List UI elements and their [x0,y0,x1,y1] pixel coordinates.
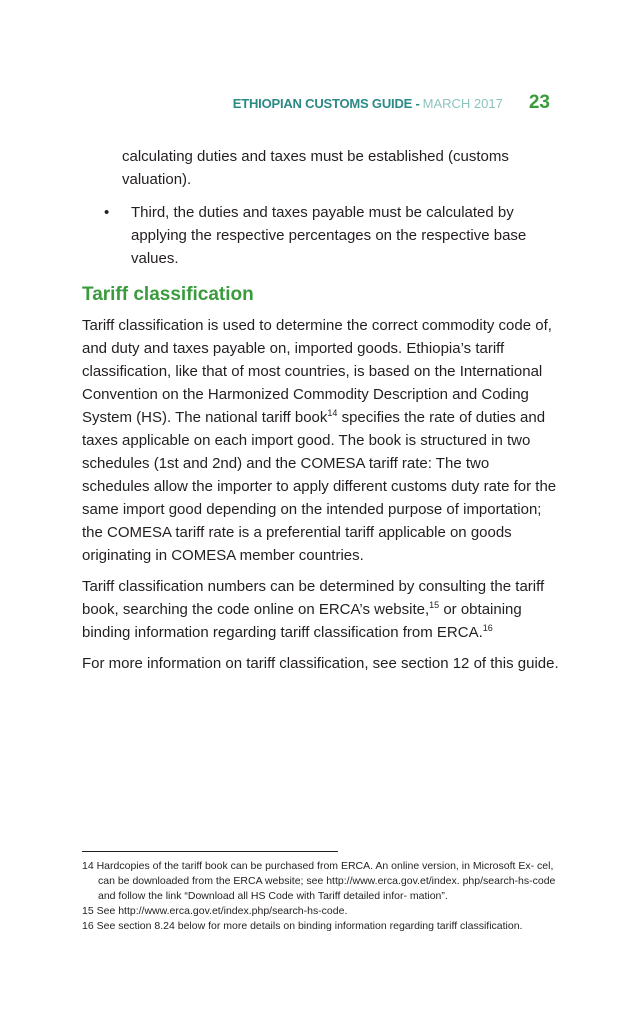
running-header [233,92,550,114]
section-heading: Tariff classification [82,284,254,305]
bullet-icon: • [104,204,110,221]
footnote-ref-16[interactable]: 16 [482,623,493,633]
footnote-divider [82,851,338,852]
paragraph-text: Tariff classification numbers can be determined by consulting the tariff book, searching the code online on ERCA’s website, [82,578,545,618]
paragraph-more-info: For more information on tariff classification, see section 12 of this guide. [82,655,559,672]
page-number: 23 [528,92,550,113]
footnotes [82,859,562,934]
footnote-ref-15[interactable]: 15 [429,600,440,610]
paragraph-tariff-intro [82,314,560,567]
bullet-item [104,201,560,270]
footnote-15: 15 See http://www.erca.gov.et/index.php/search-hs-code. [82,905,348,917]
continued-paragraph: calculating duties and taxes must be established (customs valuation). [122,148,509,188]
footnote-16: 16 See section 8.24 below for more details on binding information regarding tariff classification. [82,920,523,932]
bullet-text: Third, the duties and taxes payable must be calculated by applying the respective percentages on the respective base values. [131,204,527,267]
page-content [82,145,560,683]
paragraph-text: Tariff classification is used to determine the correct commodity code of, and duty and taxes payable on, imported goods. Ethiopia’s tariff classification, like that of most countries, is based on the International Convention on the Harmonized Commodity Description and Coding System (HS). The national tariff book [82,317,552,426]
paragraph-classification-numbers [82,575,560,644]
guide-title: ETHIOPIAN CUSTOMS GUIDE - [232,96,420,111]
paragraph-text: or obtaining binding information regarding tariff classification from ERCA. [82,601,522,641]
footnote-ref-14[interactable]: 14 [327,408,338,418]
paragraph-text: specifies the rate of duties and taxes applicable on each import good. The book is structured in two schedules (1st and 2nd) and the COMESA tariff rate: The two schedules allow the importer to apply different customs duty rate for the same import good depending on the intended purpose of importation; the COMESA tariff rate is a preferential tariff applicable on goods originating in COMESA member countries. [82,409,557,564]
footnote-14: 14 Hardcopies of the tariff book can be purchased from ERCA. An online version, in Microsoft Ex- cel, can be downloaded from the ERCA website; see http://www.erca.gov.et/index. php/search-hs-code and follow the link “Download all HS Code with Tariff detailed infor- mation”. [82,860,556,902]
guide-date: MARCH 2017 [422,96,503,111]
